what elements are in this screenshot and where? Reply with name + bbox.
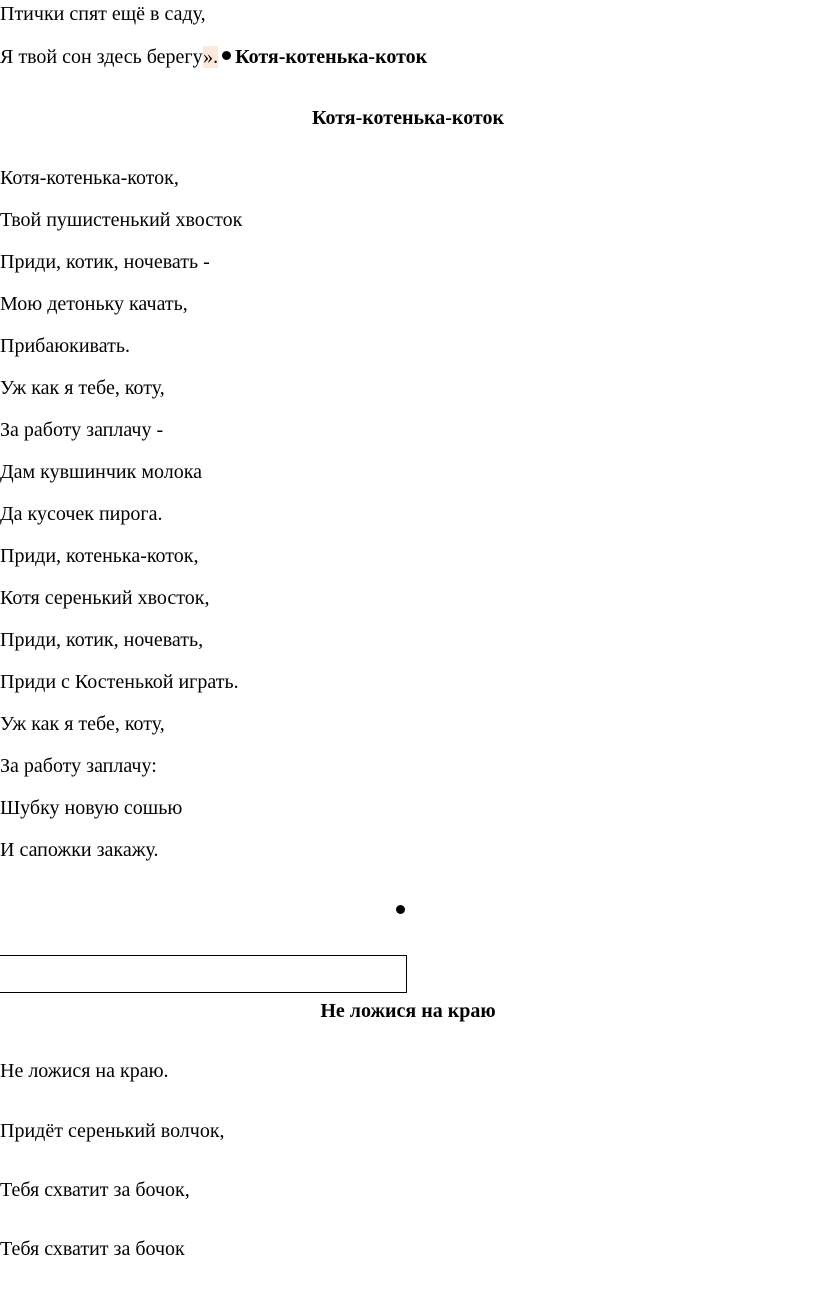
section-title: Не ложися на краю xyxy=(320,1000,496,1022)
poem-line: Твой пушистенький хвосток xyxy=(0,209,243,231)
poem-line: Тебя схватит за бочок, xyxy=(0,1179,190,1201)
bullet-icon xyxy=(396,905,405,914)
poem-line: Придёт серенький волчок, xyxy=(0,1120,225,1142)
bullet-icon xyxy=(222,51,231,60)
poem-line-with-heading xyxy=(0,45,427,69)
poem-line: За работу заплачу - xyxy=(0,419,164,441)
poem-line: Тебя схватит за бочок xyxy=(0,1238,185,1260)
poem-line: Уж как я тебе, коту, xyxy=(0,377,165,399)
poem-line: Не ложися на краю. xyxy=(0,1060,169,1082)
poem-line: Птички спят ещё в саду, xyxy=(0,3,206,25)
poem-line: Приди, котик, ночевать - xyxy=(0,251,210,273)
poem-line: Да кусочек пирога. xyxy=(0,503,163,525)
highlighted-quote: ». xyxy=(203,46,219,68)
empty-text-box xyxy=(0,955,407,993)
poem-line: Прибаюкивать. xyxy=(0,335,130,357)
poem-line: За работу заплачу: xyxy=(0,755,157,777)
poem-line: Приди с Костенькой играть. xyxy=(0,671,239,693)
poem-line: Уж как я тебе, коту, xyxy=(0,713,165,735)
poem-line: Мою детоньку качать, xyxy=(0,293,188,315)
section-title: Котя-котенька-коток xyxy=(311,107,505,129)
inline-heading: Котя-котенька-коток xyxy=(235,46,428,68)
poem-line: Дам кувшинчик молока xyxy=(0,461,203,483)
poem-line: И сапожки закажу. xyxy=(0,839,159,861)
poem-line: Котя-котенька-коток, xyxy=(0,167,179,189)
poem-line-text: Я твой сон здесь берегу xyxy=(0,46,204,68)
poem-line: Шубку новую сошью xyxy=(0,797,183,819)
poem-line: Приди, котик, ночевать, xyxy=(0,629,204,651)
poem-line: Приди, котенька-коток, xyxy=(0,545,199,567)
poem-line: Котя серенький хвосток, xyxy=(0,587,210,609)
